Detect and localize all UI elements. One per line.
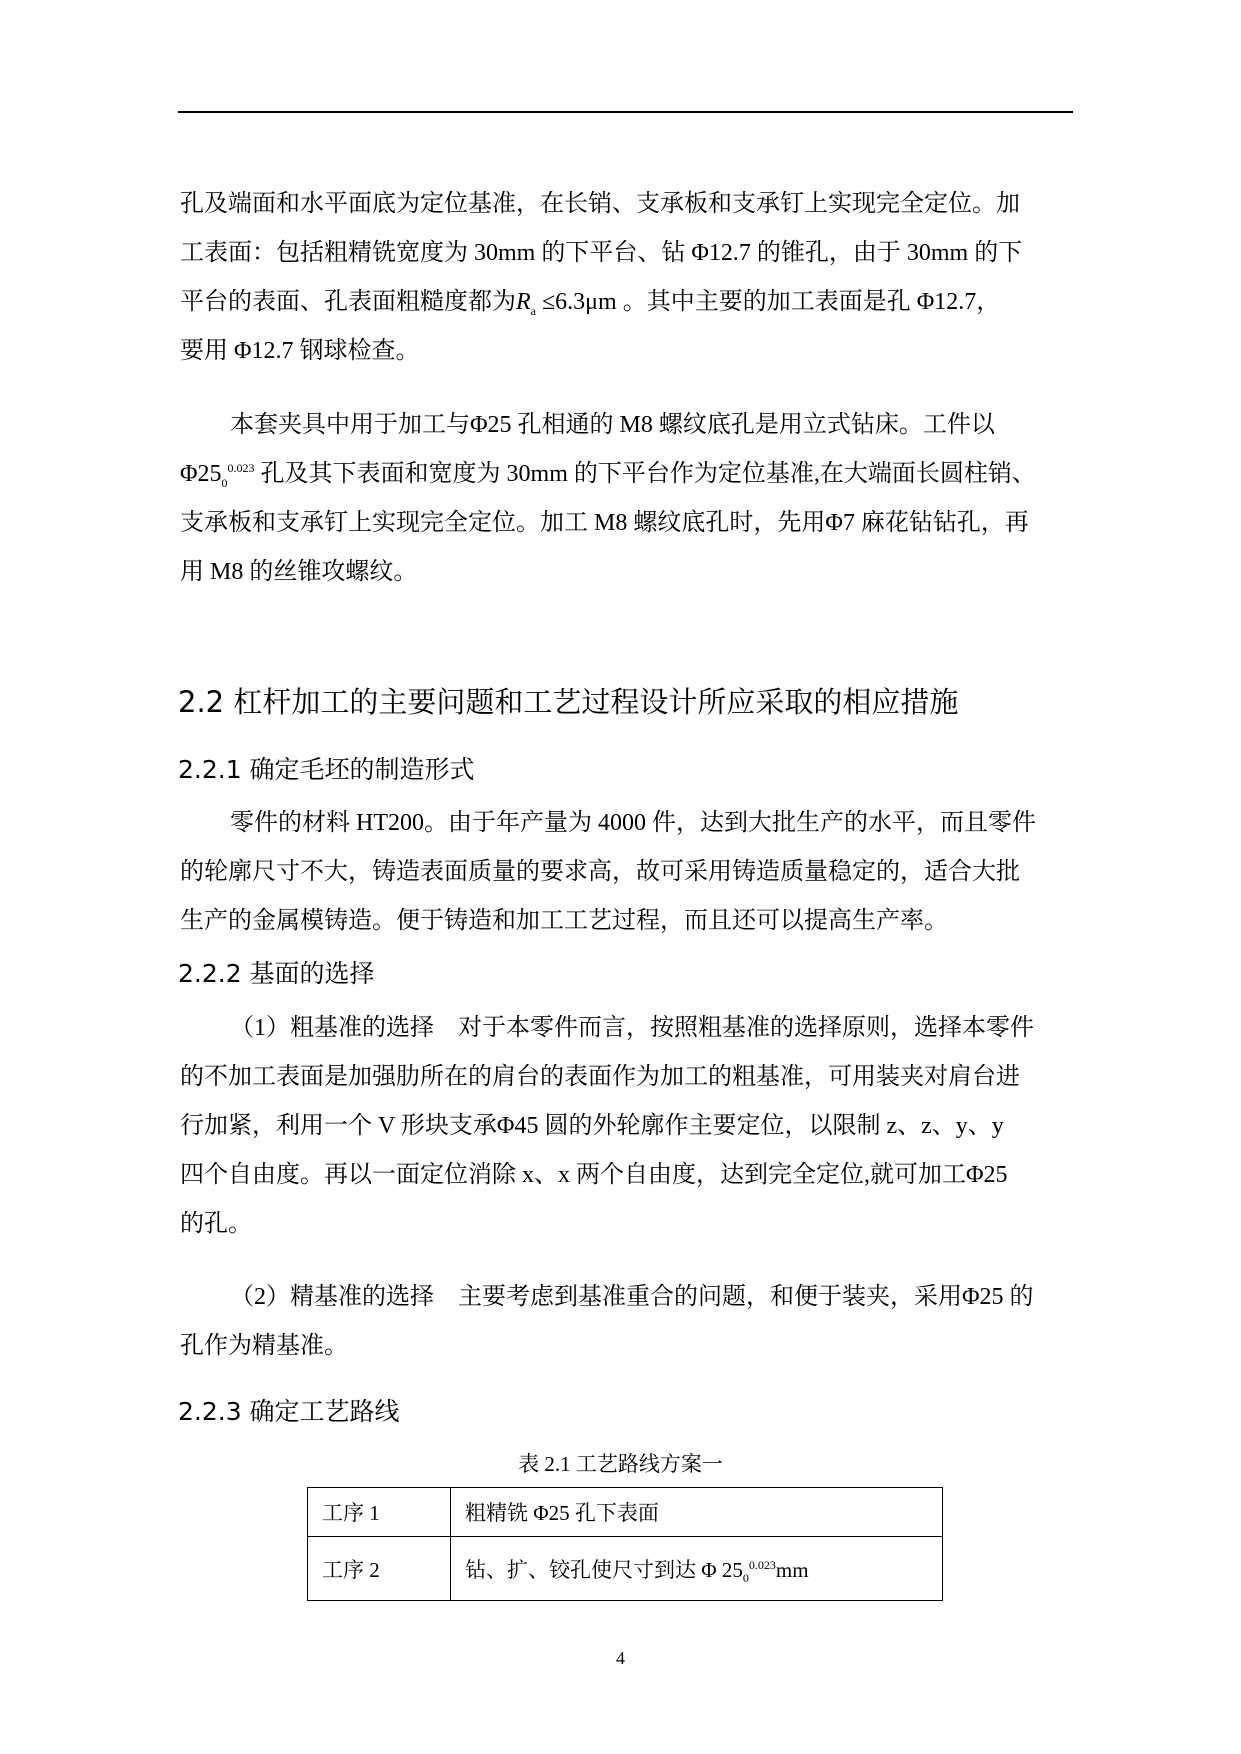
table-cell-desc <box>451 1537 943 1601</box>
section-heading: 2.2 杠杆加工的主要问题和工艺过程设计所应采取的相应措施 <box>178 685 959 719</box>
paragraph-1 <box>180 180 1072 376</box>
roughness-subscript: a <box>530 303 536 318</box>
tolerance-lower: 0 <box>221 475 228 490</box>
paragraph-line: （1）粗基准的选择 对于本零件而言，按照粗基准的选择原则，选择本零件 <box>230 1015 1034 1041</box>
table-cell-step: 工序 2 <box>308 1537 451 1601</box>
text-run: mm <box>775 1557 809 1582</box>
text-run: 孔及其下表面和宽度为 30mm 的下平台作为定位基准,在大端面长圆柱销、 <box>254 461 1036 487</box>
text-run: ≤6.3μm 。其中主要的加工表面是孔 Φ12.7， <box>536 289 1001 315</box>
table-row <box>308 1537 943 1601</box>
paragraph-line <box>180 450 1072 499</box>
paragraph-line: 要用 Φ12.7 钢球检查。 <box>180 338 420 364</box>
text-run: 平台的表面、孔表面粗糙度都为 <box>180 289 516 315</box>
paragraph-line: 孔作为精基准。 <box>180 1333 348 1359</box>
table-cell-step: 工序 1 <box>308 1488 451 1537</box>
paragraph-5 <box>180 1273 1072 1371</box>
paragraph-line <box>180 278 1072 327</box>
paragraph-line: 用 M8 的丝锥攻螺纹。 <box>180 559 418 585</box>
paragraph-4 <box>180 1004 1072 1249</box>
table-caption: 表 2.1 工艺路线方案一 <box>518 1452 723 1476</box>
paragraph-line: 的轮廓尺寸不大，铸造表面质量的要求高，故可采用铸造质量稳定的，适合大批 <box>180 859 1020 885</box>
roughness-symbol: R <box>516 289 531 315</box>
paragraph-line: 工表面：包括粗精铣宽度为 30mm 的下平台、钻 Φ12.7 的锥孔，由于 30mm 的下 <box>180 240 1023 266</box>
paragraph-line: 本套夹具中用于加工与Φ25 孔相通的 M8 螺纹底孔是用立式钻床。工件以 <box>230 412 995 438</box>
table-cell-desc: 粗精铣 Φ25 孔下表面 <box>451 1488 943 1537</box>
paragraph-line: 生产的金属模铸造。便于铸造和加工工艺过程，而且还可以提高生产率。 <box>180 908 948 934</box>
process-route-table <box>307 1487 943 1601</box>
paragraph-line: 孔及端面和水平面底为定位基准，在长销、支承板和支承钉上实现完全定位。加 <box>180 191 1020 217</box>
paragraph-line: 零件的材料 HT200。由于年产量为 4000 件，达到大批生产的水平，而且零件 <box>230 810 1036 836</box>
paragraph-2 <box>180 401 1072 597</box>
header-rule <box>178 111 1073 113</box>
table-row <box>308 1488 943 1537</box>
paragraph-line: 支承板和支承钉上实现完全定位。加工 M8 螺纹底孔时，先用Φ7 麻花钻钻孔，再 <box>180 510 1029 536</box>
paragraph-line: 四个自由度。再以一面定位消除 x、x 两个自由度，达到完全定位,就可加工Φ25 <box>180 1162 1008 1188</box>
paragraph-line: 行加紧，利用一个 V 形块支承Φ45 圆的外轮廓作主要定位，以限制 z、z、y、y <box>180 1113 1004 1139</box>
tolerance-upper: 0.023 <box>748 1557 776 1572</box>
subsection-heading: 2.2.3 确定工艺路线 <box>178 1397 400 1426</box>
paragraph-line: 的孔。 <box>180 1211 252 1237</box>
subsection-heading: 2.2.2 基面的选择 <box>178 959 375 988</box>
paragraph-line: （2）精基准的选择 主要考虑到基准重合的问题，和便于装夹，采用Φ25 的 <box>230 1284 1034 1310</box>
paragraph-line: 的不加工表面是加强肋所在的肩台的表面作为加工的粗基准，可用装夹对肩台进 <box>180 1064 1020 1090</box>
text-run: 钻、扩、铰孔使尺寸到达 Φ 25 <box>465 1557 743 1582</box>
paragraph-3 <box>180 799 1072 946</box>
tolerance-lower: 0 <box>742 1570 749 1585</box>
tolerance-upper: 0.023 <box>227 461 255 475</box>
text-run: Φ25 <box>180 461 222 487</box>
page-number: 4 <box>616 1648 625 1668</box>
subsection-heading: 2.2.1 确定毛坯的制造形式 <box>178 755 475 784</box>
